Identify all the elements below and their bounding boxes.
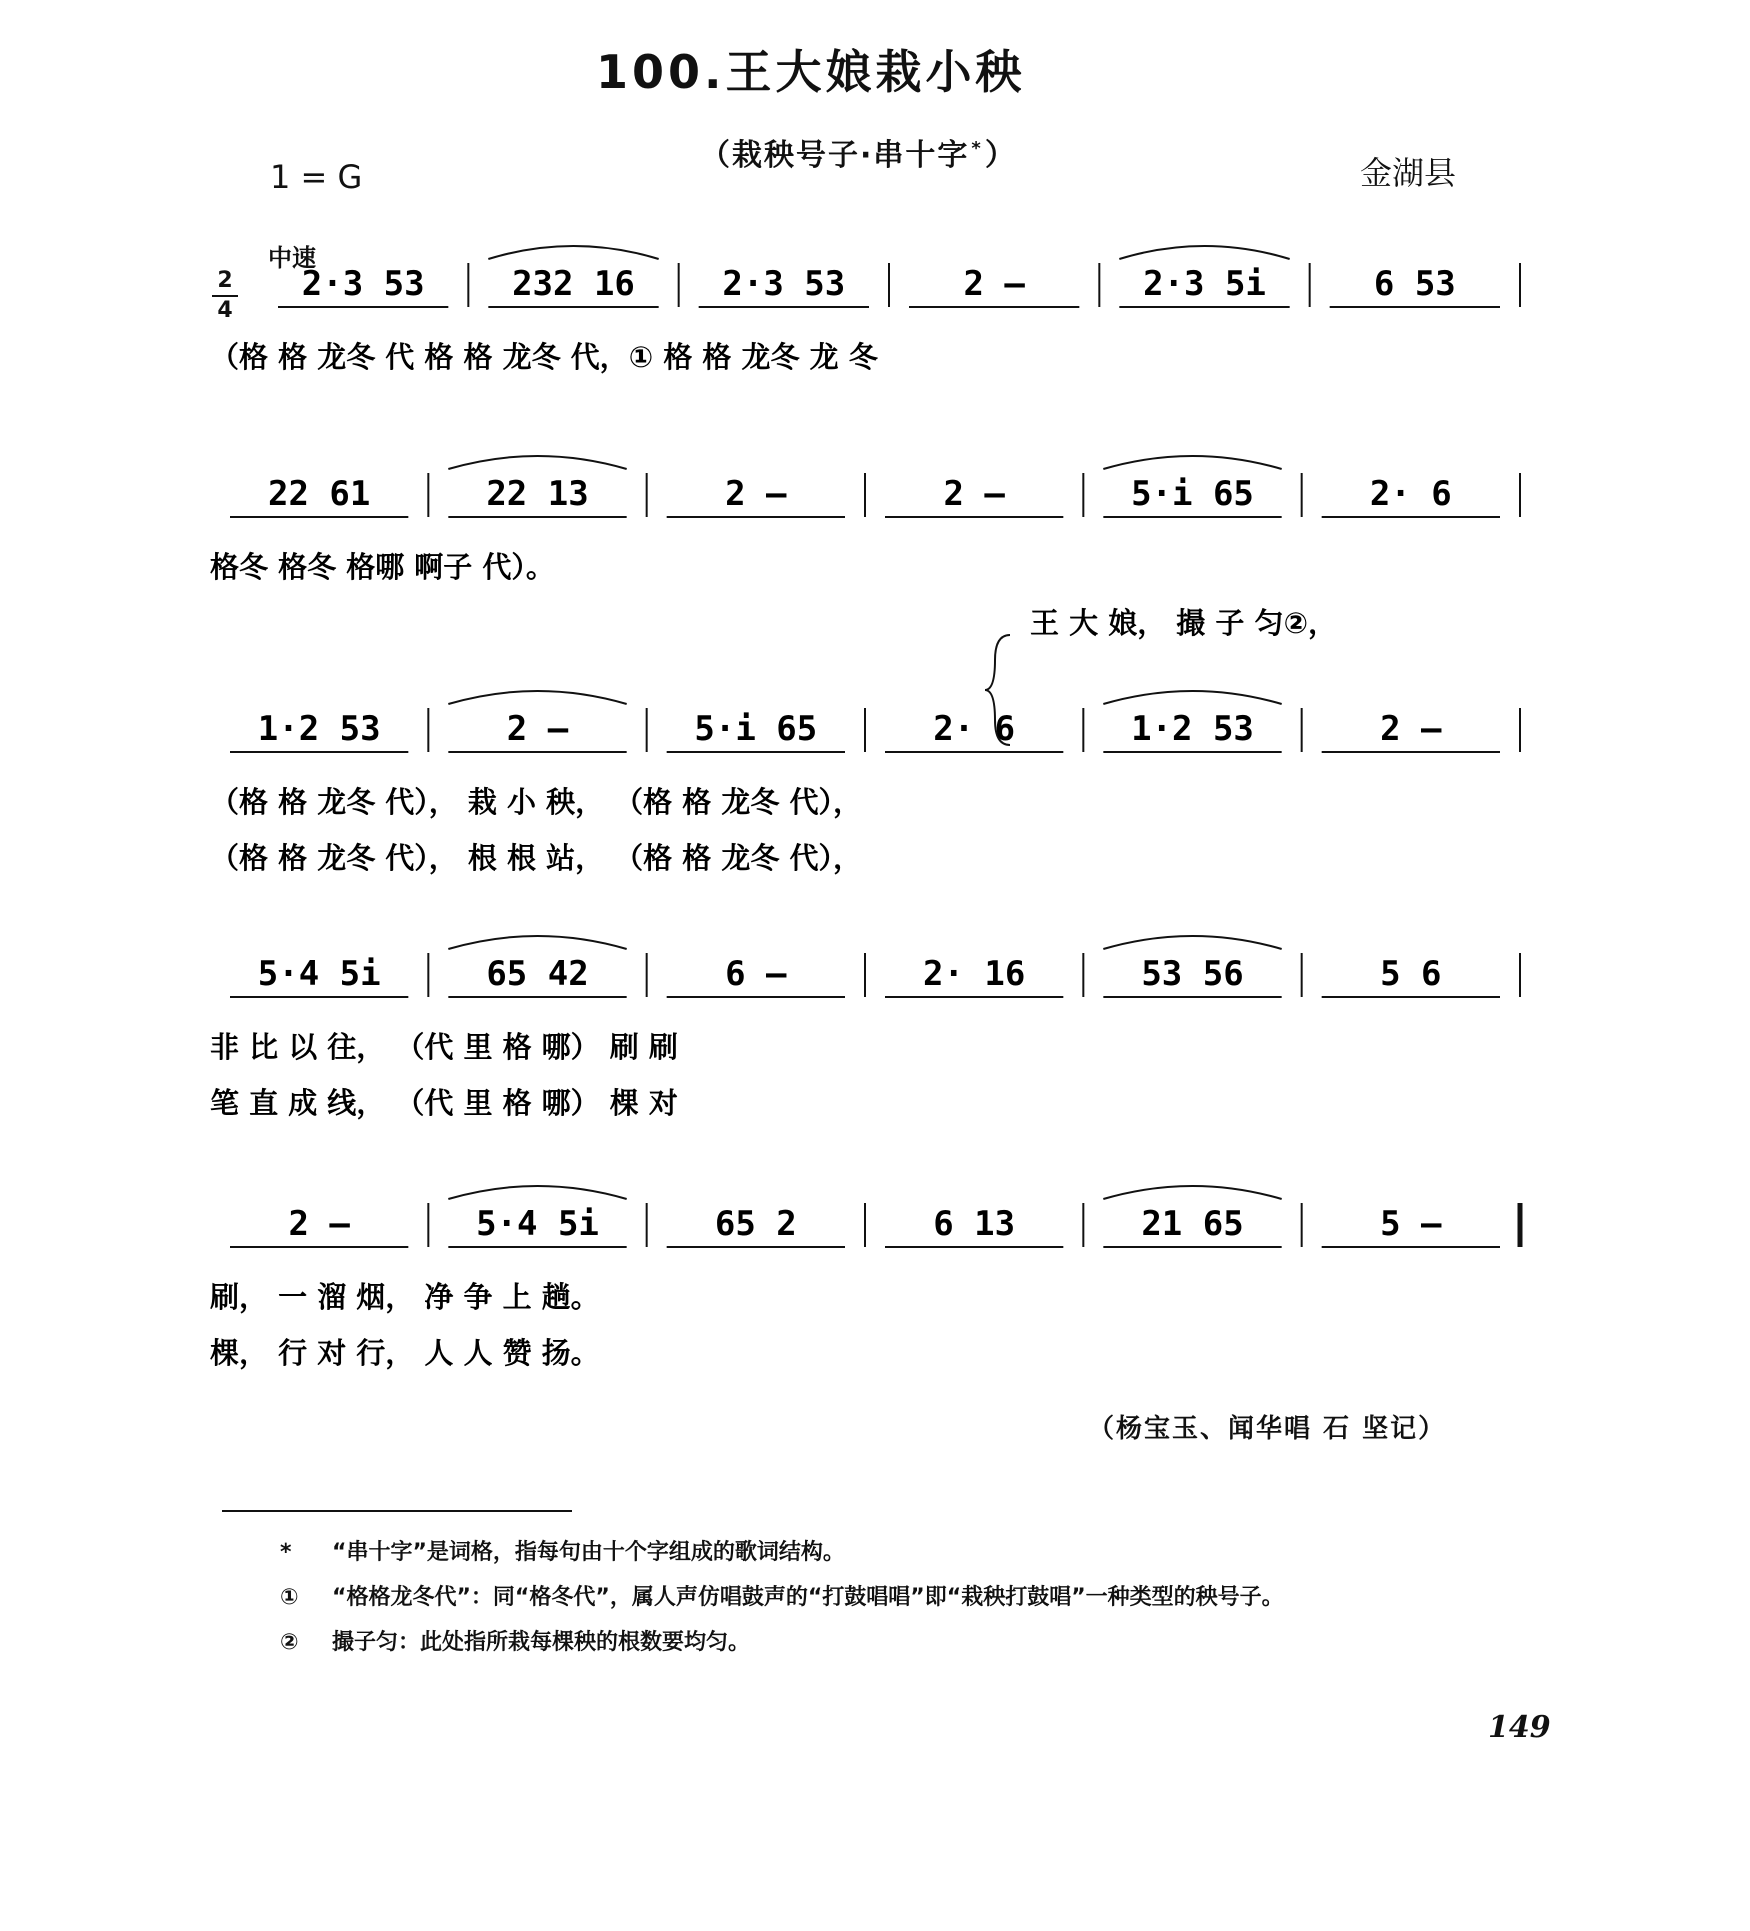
- key-signature: 1 = G: [270, 158, 363, 196]
- lyric-line: （格 格 龙冬 代 格 格 龙冬 代，① 格 格 龙冬 龙 冬: [210, 340, 878, 374]
- footnote-1: [280, 1535, 845, 1566]
- lyric-line: 格冬 格冬 格哪 啊子 代）。: [210, 550, 555, 584]
- slur-arc: [1103, 691, 1281, 704]
- footnote-divider: [222, 1510, 572, 1512]
- measure-notes: 5 6: [1380, 954, 1442, 994]
- slur-arc: [448, 936, 626, 949]
- performer-credit: （杨宝玉、闻华唱 石 坚记）: [1088, 1414, 1447, 1444]
- lyric-line: 王 大 娘， 撮 子 匀②，: [1030, 606, 1338, 640]
- slur-arc: [488, 246, 658, 259]
- slur-arc: [448, 1186, 626, 1199]
- measure-notes: 232 16: [512, 264, 635, 304]
- measure-notes: 2·3 5i: [1143, 264, 1266, 304]
- tempo-marking: 中速: [268, 244, 316, 272]
- measure-notes: 2 –: [725, 474, 787, 514]
- measure-notes: 2 –: [963, 264, 1025, 304]
- measure-notes: 2 –: [506, 709, 569, 749]
- footnote-2-text: “格格龙冬代”：同“格冬代”，属人声仿唱鼓声的“打鼓唱唱”即“栽秧打鼓唱”一种类型的秧号子。: [332, 1585, 1284, 1610]
- footnote-3-text: 撮子匀：此处指所栽每棵秧的根数要均匀。: [332, 1630, 751, 1655]
- lyric-line: 刷， 一 溜 烟， 净 争 上 趟。: [210, 1280, 600, 1314]
- subtitle-close: ）: [984, 138, 1017, 173]
- slur-arc: [1103, 1186, 1281, 1199]
- measure-notes: 2· 6: [1369, 474, 1452, 514]
- page-number: 149: [1488, 1710, 1551, 1745]
- footnote-3: [280, 1625, 750, 1656]
- measure-notes: 53 56: [1141, 954, 1244, 994]
- region-label: 金湖县: [1360, 154, 1457, 192]
- measure-notes: 1·2 53: [257, 709, 381, 749]
- measure-notes: 65 2: [714, 1204, 797, 1244]
- measure-notes: 5·4 5i: [257, 954, 381, 994]
- footnote-1-text: “串十字”是词格，指每句由十个字组成的歌词结构。: [332, 1540, 845, 1565]
- measure-notes: 2 –: [1380, 709, 1442, 749]
- measure-notes: 2 –: [288, 1204, 350, 1244]
- measure-notes: 2· 16: [922, 954, 1026, 994]
- measure-notes: 22 61: [267, 474, 371, 514]
- measure-notes: 2·3 53: [301, 264, 425, 304]
- measure-notes: 2 –: [943, 474, 1005, 514]
- slur-arc: [1103, 456, 1281, 469]
- lyric-line: （格 格 龙冬 代）， 根 根 站， （格 格 龙冬 代），: [210, 841, 862, 875]
- slur-arc: [448, 456, 626, 469]
- subtitle-footnote-mark: *: [971, 138, 983, 159]
- time-signature-top: 2: [217, 268, 233, 293]
- measure-notes: 22 13: [486, 474, 589, 514]
- footnote-2: [280, 1580, 1284, 1611]
- measure-notes: 1·2 53: [1131, 709, 1254, 749]
- measure-notes: 6 –: [725, 954, 787, 994]
- measure-notes: 2·3 53: [722, 264, 846, 304]
- slur-arc: [448, 691, 626, 704]
- song-title: 100.王大娘栽小秧: [596, 45, 1026, 99]
- measure-notes: 5·4 5i: [476, 1204, 599, 1244]
- slur-arc: [1119, 246, 1289, 259]
- measure-notes: 21 65: [1141, 1204, 1244, 1244]
- footnote-1-mark: *: [280, 1540, 292, 1565]
- subtitle-text: （栽秧号子·串十字: [700, 138, 970, 173]
- footnote-2-mark: ①: [280, 1585, 299, 1610]
- footnote-3-mark: ②: [280, 1630, 299, 1655]
- measure-notes: 2· 6: [933, 709, 1016, 749]
- lyric-line: （格 格 龙冬 代）， 栽 小 秧， （格 格 龙冬 代），: [210, 785, 862, 819]
- measure-notes: 5·i 65: [694, 709, 818, 749]
- time-signature-bottom: 4: [217, 298, 233, 323]
- measure-notes: 65 42: [486, 954, 589, 994]
- measure-notes: 5·i 65: [1131, 474, 1254, 514]
- measure-notes: 6 53: [1373, 264, 1456, 304]
- lyric-line: 非 比 以 往， （代 里 格 哪） 刷 刷: [210, 1030, 678, 1064]
- lyric-line: 笔 直 成 线， （代 里 格 哪） 棵 对: [210, 1086, 678, 1120]
- slur-arc: [1103, 936, 1281, 949]
- measure-notes: 6 13: [933, 1204, 1016, 1244]
- measure-notes: 5 –: [1380, 1204, 1442, 1244]
- lyric-line: 棵， 行 对 行， 人 人 赞 扬。: [210, 1336, 600, 1370]
